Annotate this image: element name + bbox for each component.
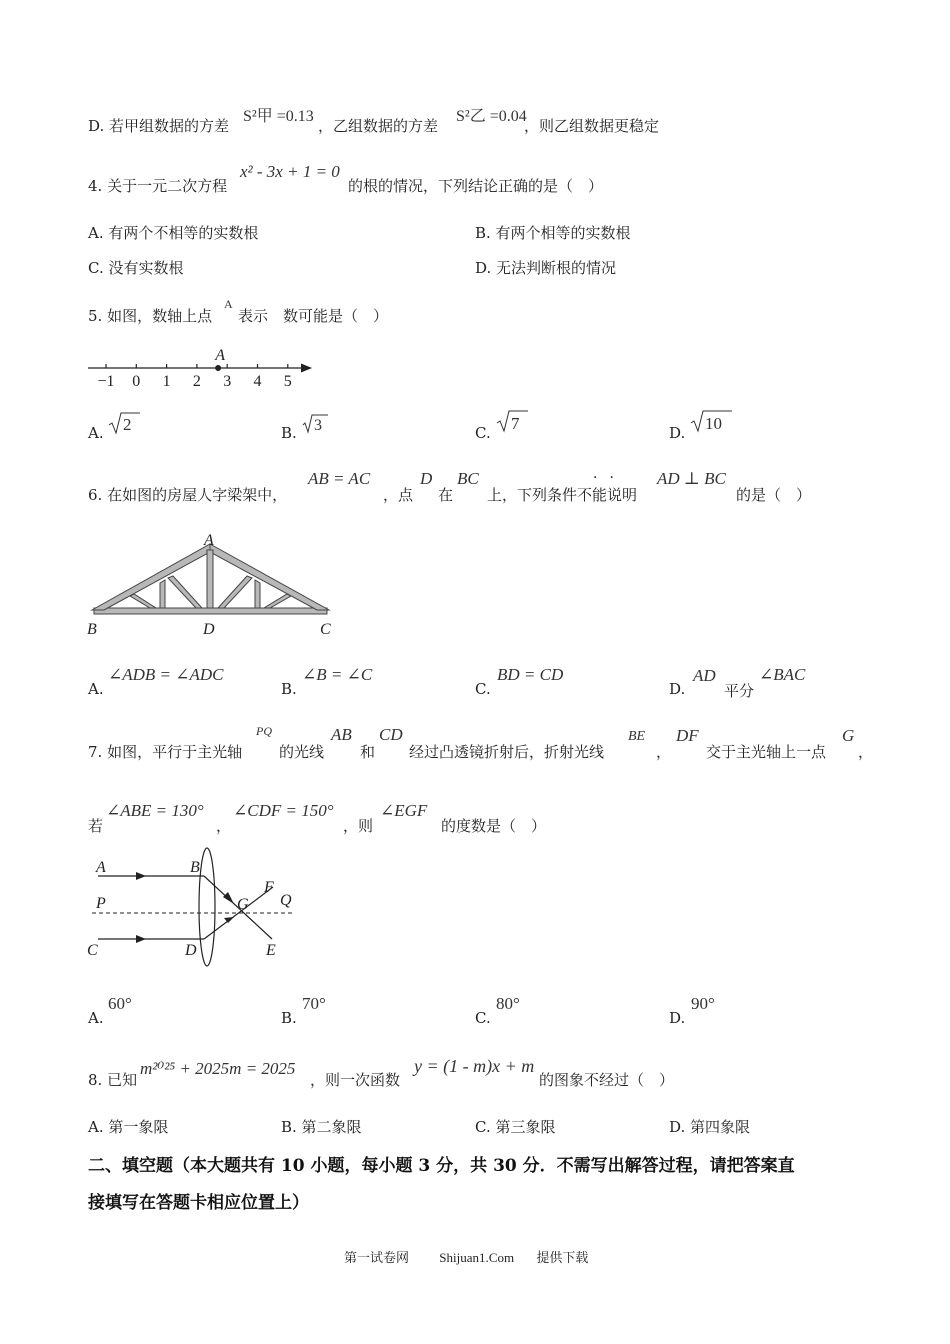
truss-label-d: D bbox=[203, 621, 215, 638]
q6-emphasis-dots: ·· bbox=[593, 470, 626, 486]
q8-option-b-text: B. 第二象限 bbox=[281, 1118, 362, 1136]
q5-option-c-letter: C. bbox=[475, 424, 491, 442]
q6-pt-d bbox=[420, 469, 432, 489]
q7-angle3 bbox=[380, 801, 427, 821]
number-line-tick-label: 0 bbox=[132, 373, 141, 390]
truss-label-c: C bbox=[320, 621, 331, 638]
truss-right-brace-2 bbox=[264, 594, 291, 608]
q6-option-a-expr bbox=[108, 665, 224, 685]
q5-option-d-letter: D. bbox=[669, 424, 686, 442]
q8-option-c-text: C. 第三象限 bbox=[475, 1118, 556, 1136]
q4-option-b-text: B. 有两个相等的实数根 bbox=[475, 224, 631, 242]
q6-option-b bbox=[281, 680, 297, 698]
q3d-variance-jia-expr: S²甲 =0.13 bbox=[243, 108, 314, 125]
q7-t6-text: ， bbox=[858, 743, 874, 761]
number-line-tick-label: −1 bbox=[97, 373, 115, 390]
q6-option-d-expr bbox=[693, 666, 716, 686]
q7-option-b-value bbox=[302, 994, 326, 1014]
q3d-variance-jia bbox=[243, 103, 314, 126]
q6-option-d-letter: D. bbox=[669, 680, 686, 698]
q7-option-a-letter: A. bbox=[88, 1009, 104, 1027]
q7-line2-post bbox=[441, 815, 546, 836]
q5-sqrt-b bbox=[302, 412, 342, 442]
lens-label-q: Q bbox=[280, 892, 292, 909]
q7-line2-pre bbox=[88, 815, 103, 836]
lens-label-e: E bbox=[266, 942, 276, 959]
q7-option-c-letter: C. bbox=[475, 1009, 491, 1027]
q5-stem-post-text: 表示 数可能是（ ） bbox=[238, 307, 389, 325]
q6-t3-text: 上，下列条件不能说明 bbox=[487, 486, 638, 504]
q7-t2-text: 和 bbox=[360, 743, 376, 761]
q8-func-text: y = (1 - m)x + m bbox=[414, 1056, 535, 1076]
q5-sqrt-c bbox=[496, 408, 536, 438]
q5-option-a-letter: A. bbox=[88, 424, 104, 442]
truss-label-b: B bbox=[87, 621, 97, 638]
q6-option-b-expr-text: ∠B = ∠C bbox=[302, 665, 373, 684]
q7-option-c bbox=[475, 1009, 491, 1027]
q5-point-a-text: A bbox=[224, 297, 233, 311]
q7-g bbox=[842, 726, 854, 746]
q6-truss-figure bbox=[84, 528, 344, 638]
q3d-tail bbox=[524, 115, 659, 136]
q6-option-b-letter: B. bbox=[281, 680, 297, 698]
number-line-tick-label: 5 bbox=[283, 373, 292, 390]
q5-option-c bbox=[475, 424, 491, 442]
q5-option-b bbox=[281, 424, 297, 442]
q3d-mid bbox=[318, 115, 438, 136]
page-footer bbox=[344, 1247, 588, 1266]
q6-t1-text: ，点 bbox=[383, 486, 414, 504]
number-line-arrow bbox=[301, 364, 312, 373]
q7-t4 bbox=[656, 741, 671, 762]
q6-option-d bbox=[669, 680, 685, 698]
lens-label-p: P bbox=[96, 895, 106, 912]
q6-stem-pre bbox=[88, 484, 287, 505]
number-line-tick-label: 4 bbox=[253, 373, 262, 390]
q8-t1-text: ，则一次函数 bbox=[310, 1071, 401, 1089]
q5-stem-pre-text: 5. 如图，数轴上点 bbox=[88, 307, 213, 325]
q6-option-d-expr-text: AD bbox=[693, 666, 716, 685]
q7-line2-post-text: 的度数是（ ） bbox=[441, 817, 547, 835]
q6-t2-text: 在 bbox=[438, 486, 454, 504]
q8-given bbox=[140, 1059, 295, 1079]
q6-option-b-expr bbox=[302, 665, 372, 685]
q7-option-b bbox=[281, 1009, 297, 1027]
sqrt-b-radicand: 3 bbox=[314, 417, 322, 434]
q4-option-d bbox=[475, 257, 616, 278]
q6-option-d-suffix-text: 平分 bbox=[724, 682, 755, 700]
sqrt-d-radicand: 10 bbox=[705, 414, 722, 433]
q7-line2-mid-text: ，则 bbox=[343, 817, 374, 835]
section2-heading-line1-text: 二、填空题（本大题共有 10 小题，每小题 3 分，共 30 分．不需写出解答过程，请把答案直 bbox=[88, 1156, 795, 1176]
q6-option-d-suffix bbox=[724, 680, 754, 701]
q3d-variance-yi bbox=[456, 103, 527, 126]
ray-be-arrow bbox=[223, 892, 234, 904]
q6-cond1-text: AB = AC bbox=[308, 469, 371, 488]
lens-label-d: D bbox=[185, 942, 197, 959]
q7-pq bbox=[256, 724, 272, 739]
q3d-tail-text: ，则乙组数据更稳定 bbox=[524, 117, 660, 135]
q6-cond1 bbox=[308, 469, 370, 489]
truss-left-post bbox=[160, 580, 165, 608]
q5-option-b-letter: B. bbox=[281, 424, 297, 442]
q7-stem-pre bbox=[88, 741, 242, 762]
q6-option-a bbox=[88, 680, 104, 698]
q7-t3-text: 经过凸透镜折射后，折射光线 bbox=[409, 743, 605, 761]
q6-option-c-expr-text: BD = CD bbox=[497, 665, 564, 684]
q7-pq-text: PQ bbox=[256, 724, 272, 738]
q7-option-b-letter: B. bbox=[281, 1009, 297, 1027]
q7-sep-text: ， bbox=[216, 817, 232, 835]
footer-site-cn: 第一试卷网 bbox=[344, 1251, 410, 1266]
q6-seg-bc-text: BC bbox=[457, 469, 479, 488]
q7-option-d-letter: D. bbox=[669, 1009, 686, 1027]
q7-line2-mid bbox=[343, 815, 373, 836]
truss-bottom-chord bbox=[94, 608, 327, 614]
q6-option-c-expr bbox=[497, 665, 563, 685]
q7-t2 bbox=[360, 741, 375, 762]
q6-stem-pre-text: 6. 在如图的房屋人字梁架中， bbox=[88, 486, 288, 504]
q4-option-c bbox=[88, 257, 183, 278]
ray-ab-arrow bbox=[136, 872, 146, 880]
q6-option-a-letter: A. bbox=[88, 680, 104, 698]
truss-label-a: A bbox=[204, 532, 214, 549]
q6-t4-text: 的是（ ） bbox=[736, 486, 812, 504]
q7-g-text: G bbox=[842, 726, 855, 745]
q7-t4-text: ， bbox=[656, 743, 672, 761]
q7-df-text: DF bbox=[676, 726, 699, 745]
q4-stem-post bbox=[348, 175, 603, 196]
q7-t1 bbox=[279, 741, 324, 762]
q4-stem-pre-text: 4. 关于一元二次方程 bbox=[88, 177, 228, 195]
q7-be bbox=[628, 729, 645, 745]
q7-angle1 bbox=[106, 801, 204, 821]
q5-sqrt-d bbox=[690, 408, 740, 438]
q4-equation bbox=[240, 162, 340, 182]
q7-option-d-value-text: 90° bbox=[691, 994, 715, 1013]
q8-option-d bbox=[669, 1116, 750, 1137]
number-line-tick-label: 2 bbox=[192, 373, 201, 390]
q5-sqrt-a bbox=[108, 410, 148, 440]
lens-label-a: A bbox=[96, 859, 106, 876]
q8-given-text: m²⁰²⁵ + 2025m = 2025 bbox=[140, 1059, 296, 1078]
q7-t5-text: 交于主光轴上一点 bbox=[706, 743, 827, 761]
truss-left-brace-2 bbox=[168, 576, 202, 608]
q3d-label: D. 若甲组数据的方差 bbox=[88, 117, 230, 135]
number-line-tick-label: 3 bbox=[223, 373, 232, 390]
q6-option-d-expr2 bbox=[759, 665, 805, 685]
lens-label-b: B bbox=[190, 859, 200, 876]
q7-option-c-value-text: 80° bbox=[496, 994, 520, 1013]
q8-stem-pre bbox=[88, 1069, 137, 1090]
q7-option-a bbox=[88, 1009, 104, 1027]
q6-option-a-expr-text: ∠ADB = ∠ADC bbox=[108, 665, 224, 684]
q7-t3 bbox=[409, 741, 604, 762]
truss-left-brace-1 bbox=[130, 594, 156, 608]
q7-cd bbox=[379, 725, 403, 745]
q8-t1 bbox=[310, 1069, 400, 1090]
q7-option-d bbox=[669, 1009, 685, 1027]
q7-cd-text: CD bbox=[379, 725, 403, 744]
lens-label-g: G bbox=[237, 896, 249, 913]
ray-cd-arrow bbox=[136, 935, 146, 943]
q7-ab bbox=[331, 725, 352, 745]
footer-note: 提供下载 bbox=[536, 1251, 589, 1266]
q5-stem-pre bbox=[88, 305, 212, 326]
convex-lens bbox=[199, 848, 215, 966]
q6-t2 bbox=[438, 484, 453, 505]
q8-option-c bbox=[475, 1116, 555, 1137]
q7-option-b-value-text: 70° bbox=[302, 994, 326, 1013]
q8-func bbox=[414, 1056, 534, 1077]
q4-stem-pre bbox=[88, 175, 227, 196]
q8-option-b bbox=[281, 1116, 362, 1137]
q4-option-c-text: C. 没有实数根 bbox=[88, 259, 184, 277]
q5-option-a bbox=[88, 424, 104, 442]
q5-option-d bbox=[669, 424, 685, 442]
q3d-mid-text: ，乙组数据的方差 bbox=[318, 117, 439, 135]
q8-t2 bbox=[539, 1069, 674, 1090]
q8-option-d-text: D. 第四象限 bbox=[669, 1118, 751, 1136]
q5-stem-post bbox=[238, 305, 388, 326]
q6-seg-bc bbox=[457, 469, 479, 489]
q4-stem-post-text: 的根的情况，下列结论正确的是（ ） bbox=[348, 177, 604, 195]
q8-option-a-text: A. 第一象限 bbox=[88, 1118, 169, 1136]
q6-t1 bbox=[383, 484, 413, 505]
q7-ab-text: AB bbox=[331, 725, 352, 744]
section2-heading-line2-text: 接填写在答题卡相应位置上） bbox=[88, 1193, 309, 1213]
q5-point-a bbox=[224, 297, 233, 312]
q3d-variance-yi-expr: S²乙 =0.04 bbox=[456, 108, 527, 125]
footer-site-en: Shijuan1.Com bbox=[439, 1250, 515, 1265]
q4-option-d-text: D. 无法判断根的情况 bbox=[475, 259, 617, 277]
q7-sep bbox=[216, 815, 231, 836]
q8-stem-pre-text: 8. 已知 bbox=[88, 1071, 138, 1089]
section2-heading-line1 bbox=[88, 1151, 795, 1176]
q6-perp-text: AD ⊥ BC bbox=[657, 469, 726, 488]
q6-option-c bbox=[475, 680, 491, 698]
q8-option-a bbox=[88, 1116, 168, 1137]
sqrt-a-radicand: 2 bbox=[123, 415, 132, 434]
q6-pt-d-text: D bbox=[420, 469, 433, 488]
q7-stem-pre-text: 7. 如图，平行于主光轴 bbox=[88, 743, 243, 761]
q7-angle2-text: ∠CDF = 150° bbox=[233, 801, 334, 820]
q7-t5 bbox=[706, 741, 826, 762]
q5-number-line bbox=[86, 347, 326, 390]
q7-option-a-value-text: 60° bbox=[108, 994, 132, 1013]
q4-option-a bbox=[88, 222, 258, 243]
lens-label-f: F bbox=[264, 879, 274, 896]
sqrt-c-radicand: 7 bbox=[511, 414, 520, 433]
truss-king-post bbox=[207, 550, 213, 608]
q7-angle2 bbox=[233, 801, 334, 821]
truss-right-brace-1 bbox=[218, 576, 252, 608]
point-a-label: A bbox=[215, 347, 226, 364]
q6-t3 bbox=[487, 484, 637, 505]
point-a-dot bbox=[215, 365, 221, 371]
q7-option-a-value bbox=[108, 994, 132, 1014]
q3-option-d bbox=[88, 115, 229, 136]
lens-label-c: C bbox=[87, 942, 98, 959]
q6-option-d-expr2-text: ∠BAC bbox=[759, 665, 806, 684]
q6-perp bbox=[657, 469, 726, 489]
q7-be-text: BE bbox=[628, 729, 646, 744]
q6-t4 bbox=[736, 484, 811, 505]
q7-angle1-text: ∠ABE = 130° bbox=[106, 801, 204, 820]
truss-right-post bbox=[255, 580, 260, 608]
q7-angle3-text: ∠EGF bbox=[380, 801, 428, 820]
q7-line2-pre-text: 若 bbox=[88, 817, 104, 835]
q6-option-c-letter: C. bbox=[475, 680, 491, 698]
q7-lens-figure bbox=[84, 852, 314, 972]
q4-option-a-text: A. 有两个不相等的实数根 bbox=[88, 224, 259, 242]
q7-option-d-value bbox=[691, 994, 715, 1014]
q7-t1-text: 的光线 bbox=[279, 743, 325, 761]
number-line-tick-label: 1 bbox=[162, 373, 171, 390]
q8-t2-text: 的图象不经过（ ） bbox=[539, 1071, 675, 1089]
q4-option-b bbox=[475, 222, 631, 243]
q7-t6 bbox=[858, 741, 873, 762]
section2-heading-line2 bbox=[88, 1188, 309, 1213]
q4-equation-text: x² - 3x + 1 = 0 bbox=[240, 162, 340, 181]
q7-df bbox=[676, 726, 699, 746]
q7-option-c-value bbox=[496, 994, 520, 1014]
